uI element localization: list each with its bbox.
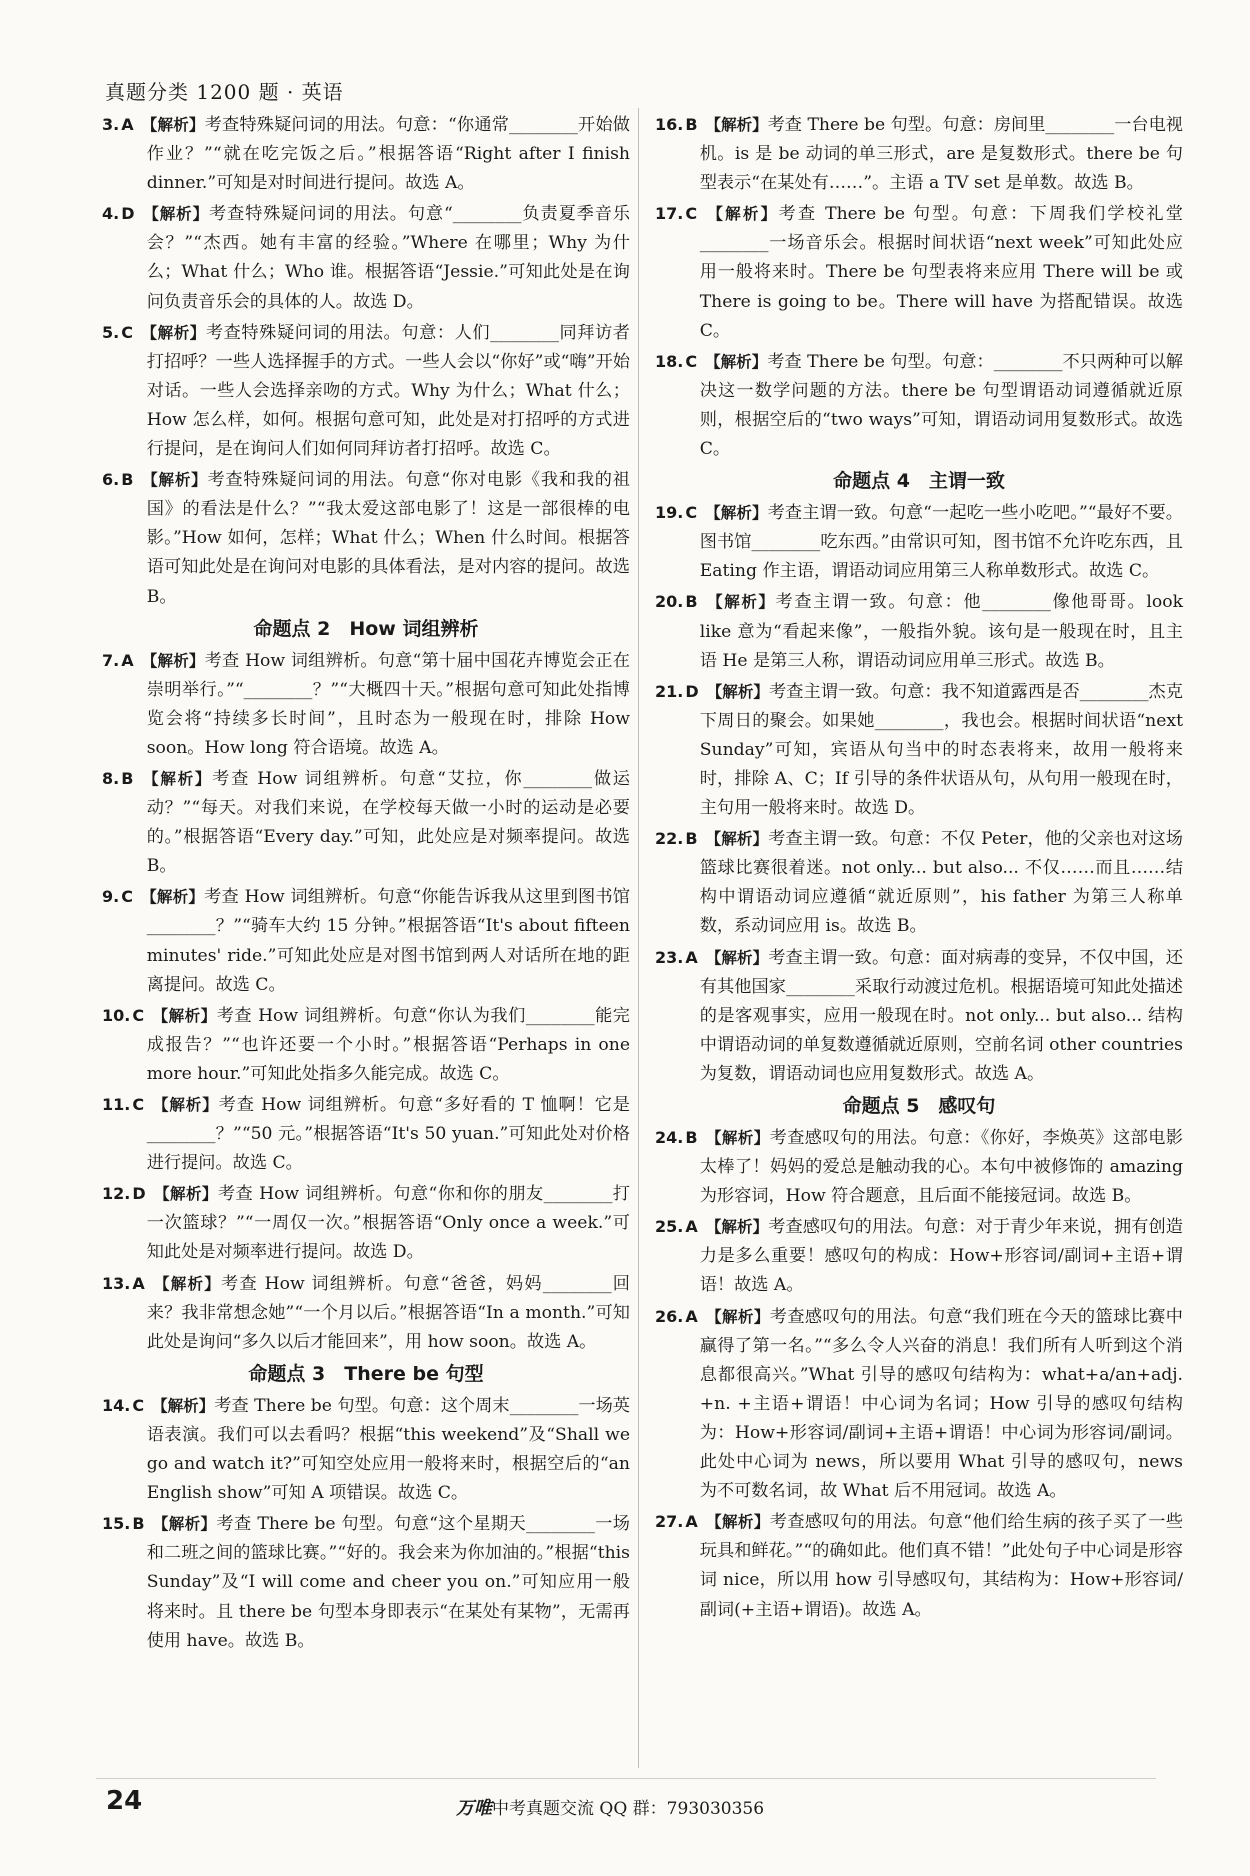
question-explanation (102, 1269, 630, 1357)
question-number: 22. (655, 829, 684, 849)
section-heading: 命题点 3 There be 句型 (248, 1362, 484, 1385)
question-explanation (655, 110, 1183, 198)
question-explanation (655, 1212, 1183, 1300)
explanation-text: 考查主谓一致。句意：面对病毒的变异，不仅中国，还有其他国家________采取行动渡过危机。根据语境可知此处描述的是客观事实，应用一般现在时。not only... but also... 结构中谓语动词的单复数遵循就近原则，空前名词 other countries 为复数，谓语动词也应用复数形式。故选 A。 (699, 947, 1183, 1084)
question-explanation (102, 1179, 630, 1267)
explanation-text: 考查 There be 句型。句意：________不只两种可以解决这一数学问题的方法。there be 句型谓语动词遵循就近原则，根据空后的“two ways”可知，谓语动词用复数形式。故选 C。 (699, 351, 1183, 460)
explanation-text: 考查 How 词组辨析。句意“你能告诉我从这里到图书馆________？”“骑车大约 15 分钟。”根据答语“It's about fifteen minutes' ride.”可知此处应是对图书馆到两人对话所在地的距离提问。故选 C。 (146, 887, 630, 995)
answer-letter: B (121, 470, 134, 490)
analysis-tag: 【解析】 (140, 323, 206, 342)
answer-letter: A (685, 1306, 698, 1326)
question-number: 5. (102, 322, 120, 342)
analysis-tag: 【解析】 (142, 205, 209, 224)
question-number: 16. (655, 115, 684, 134)
answer-letter: A (121, 650, 134, 670)
question-number: 12. (102, 1184, 131, 1204)
question-explanation (655, 1302, 1183, 1507)
analysis-tag: 【解析】 (705, 1513, 770, 1532)
explanation-text: 考查 There be 句型。句意：下周我们学校礼堂________一场音乐会。根据时间状语“next week”可知此处应用一般将来时。There be 句型表将来应用 There will be 或 There is going to be。There will have 为搭配错误。故选 C。 (699, 204, 1183, 341)
question-explanation (655, 199, 1183, 345)
explanation-text: 考查 How 词组辨析。句意“你和你的朋友________打一次篮球？”“一周仅一次。”根据答语“Only once a week.”可知此处是对频率进行提问。故选 D。 (146, 1184, 630, 1263)
explanation-text: 考查 There be 句型。句意“这个星期天________一场和二班之间的篮球比赛。”“好的。我会来为你加油的。”根据“this Sunday”及“I will come and cheer you on.”可知应用一般将来时。且 there be 句型本身即表示“在某处有某物”，无需再使用 have。故选 B。 (146, 1514, 630, 1651)
analysis-tag: 【解析】 (705, 205, 779, 224)
analysis-tag: 【解析】 (706, 682, 769, 701)
answer-letter: A (685, 947, 698, 967)
question-number: 11. (102, 1095, 131, 1114)
page-number: 24 (106, 1786, 143, 1816)
analysis-tag: 【解析】 (705, 593, 776, 612)
question-explanation (655, 587, 1183, 675)
question-number: 24. (655, 1128, 684, 1147)
explanation-text: 考查特殊疑问词的用法。句意“________负责夏季音乐会？”“杰西。她有丰富的经验。”Where 在哪里；Why 为什么；What 什么；Who 谁。根据答语“Jessie.”可知此处是在询问负责音乐会的具体的人。故选 D。 (146, 204, 630, 312)
analysis-tag: 【解析】 (152, 1274, 222, 1293)
explanation-text: 考查感叹句的用法。句意“他们给生病的孩子买了一些玩具和鲜花。”“的确如此。他们真不错！”此处句子中心词是形容词 nice，所以用 how 引导感叹句，其结构为：How+形容词/副词(+主语+谓语)。故选 A。 (699, 1512, 1183, 1620)
question-explanation (102, 110, 630, 198)
analysis-tag: 【解析】 (152, 1396, 215, 1415)
left-column (102, 110, 630, 1657)
answer-letter: A (685, 1512, 698, 1532)
question-number: 6. (102, 470, 120, 490)
analysis-tag: 【解析】 (140, 888, 205, 907)
question-number: 18. (655, 351, 684, 371)
section-heading: 命题点 2 How 词组辨析 (253, 617, 479, 640)
question-explanation (655, 1123, 1183, 1211)
analysis-tag: 【解析】 (152, 1515, 217, 1534)
answer-letter: B (685, 115, 698, 134)
column-divider (638, 108, 639, 1768)
question-explanation (102, 1090, 630, 1178)
explanation-text: 考查特殊疑问词的用法。句意：“你通常________开始做作业？”“就在吃完饭之后。”根据答语“Right after I finish dinner.”可知是对时间进行提问。故选 A。 (146, 115, 630, 194)
explanation-text: 考查 There be 句型。句意：这个周末________一场英语表演。我们可以去看吗？根据“this weekend”及“Shall we go and watch it?”可知空处应用一般将来时，根据空后的“an English show”可知 A 项错误。故选 C。 (146, 1395, 630, 1504)
analysis-tag: 【解析】 (141, 471, 208, 490)
answer-letter: B (685, 829, 698, 849)
footer-qq-text: 中考真题交流 QQ 群：793030356 (492, 1799, 765, 1819)
answer-letter: D (685, 681, 699, 701)
answer-letter: D (132, 1184, 146, 1204)
question-number: 13. (102, 1273, 131, 1293)
question-explanation (102, 882, 630, 999)
question-explanation (102, 1391, 630, 1508)
question-explanation (655, 943, 1183, 1089)
question-number: 9. (102, 887, 120, 907)
analysis-tag: 【解析】 (141, 116, 205, 134)
question-explanation (655, 677, 1183, 823)
book-header: 真题分类 1200 题 · 英语 (105, 80, 344, 104)
analysis-tag: 【解析】 (152, 1096, 219, 1114)
question-number: 14. (102, 1395, 131, 1415)
explanation-text: 考查主谓一致。句意：不仅 Peter，他的父亲也对这场篮球比赛很着迷。not only... but also... 不仅……而且……结构中谓语动词应遵循“就近原则”，his father 为第三人称单数，系动词应用 is。故选 B。 (699, 829, 1183, 937)
analysis-tag: 【解析】 (705, 1218, 769, 1237)
explanation-text: 考查 There be 句型。句意：房间里________一台电视机。is 是 be 动词的单三形式，are 是复数形式。there be 句型表示“在某处有……”。主语 a TV set 是单数。故选 B。 (699, 115, 1183, 194)
brand-logo: 万唯 (456, 1798, 492, 1819)
analysis-tag: 【解析】 (705, 830, 769, 849)
question-number: 4. (102, 204, 120, 224)
question-explanation (102, 646, 630, 763)
question-number: 25. (655, 1217, 684, 1237)
explanation-text: 考查 How 词组辨析。句意“多好看的 T 恤啊！它是________？”“50 元。”根据答语“It's 50 yuan.”可知此处对价格进行提问。故选 C。 (146, 1095, 630, 1174)
answer-letter: C (132, 1395, 145, 1415)
analysis-tag: 【解析】 (705, 1307, 770, 1326)
answer-letter: B (685, 592, 698, 612)
analysis-tag: 【解析】 (152, 1006, 217, 1025)
answer-letter: A (132, 1273, 145, 1293)
question-number: 8. (102, 768, 120, 788)
explanation-text: 考查特殊疑问词的用法。句意：人们________同拜访者打招呼？一些人选择握手的方式。一些人会以“你好”或“嗨”开始对话。一些人会选择亲吻的方式。Why 为什么；What 什么；How 怎么样，如何。根据句意可知，此处是对打招呼的方式进行提问，是在询问人们如何同拜访者打招呼。故选 C。 (146, 322, 630, 460)
question-number: 7. (102, 650, 120, 670)
answer-letter: D (121, 204, 135, 224)
explanation-text: 考查主谓一致。句意“一起吃一些小吃吧。”“最好不要。图书馆________吃东西。”由常识可知，图书馆不允许吃东西，且 Eating 作主语，谓语动词应用第三人称单数形式。故选 C。 (699, 503, 1183, 582)
answer-letter: C (685, 204, 698, 224)
answer-letter: B (121, 768, 134, 788)
answer-letter: C (685, 503, 698, 523)
explanation-text: 考查 How 词组辨析。句意“你认为我们________能完成报告？”“也许还要一个小时。”根据答语“Perhaps in one more hour.”可知此处指多久能完成。故选 C。 (146, 1005, 630, 1084)
analysis-tag: 【解析】 (705, 504, 768, 523)
footer-rule (96, 1778, 1156, 1779)
footer-note (456, 1794, 764, 1820)
question-number: 21. (655, 681, 684, 701)
analysis-tag: 【解析】 (705, 352, 768, 371)
explanation-text: 考查 How 词组辨析。句意“第十届中国花卉博览会正在崇明举行。”“________？”“大概四十天。”根据句意可知此处指博览会将“持续多长时间”，且时态为一般现在时，排除 How soon。How long 符合语境。故选 A。 (146, 650, 630, 758)
question-explanation (102, 465, 630, 611)
section-heading: 命题点 5 感叹句 (842, 1095, 996, 1117)
explanation-text: 考查感叹句的用法。句意“我们班在今天的篮球比赛中赢得了第一名。”“多么令人兴奋的消息！我们所有人听到这个消息都很高兴。”What 引导的感叹句结构为：what+a/an+adj. +n. +主语+谓语！中心词为名词；How 引导的感叹句结构为：How+形容词/副词+主语+谓语！中心词为形容词/副词。此处中心词为 news，所以要用 What 引导的感叹句，news 为不可数名词，故 What 后不用冠词。故选 A。 (699, 1306, 1183, 1502)
explanation-text: 考查主谓一致。句意：他________像他哥哥。look like 意为“看起来像”，一般指外貌。该句是一般现在时，且主语 He 是第三人称，谓语动词应用单三形式。故选 B。 (699, 592, 1183, 671)
question-number: 27. (655, 1512, 684, 1532)
explanation-text: 考查感叹句的用法。句意：《你好，李焕英》这部电影太棒了！妈妈的爱总是触动我的心。本句中被修饰的 amazing 为形容词，How 符合题意，且后面不能接冠词。故选 B。 (699, 1128, 1183, 1207)
answer-letter: B (132, 1514, 145, 1534)
right-column (655, 110, 1183, 1626)
answer-letter: C (132, 1095, 145, 1114)
analysis-tag: 【解析】 (705, 1129, 770, 1147)
explanation-text: 考查感叹句的用法。句意：对于青少年来说，拥有创造力是多么重要！感叹句的构成：How+形容词/副词+主语+谓语！故选 A。 (699, 1217, 1183, 1296)
explanation-text: 考查特殊疑问词的用法。句意“你对电影《我和我的祖国》的看法是什么？”“我太爱这部电影了！这是一部很棒的电影。”How 如何，怎样；What 什么；When 什么时间。根据答语可知此处是在询问对电影的具体看法，是对内容的提问。故选 B。 (146, 470, 630, 607)
answer-letter: C (121, 322, 133, 342)
analysis-tag: 【解析】 (705, 948, 769, 967)
question-explanation (102, 1509, 630, 1655)
question-explanation (102, 1001, 630, 1089)
question-number: 26. (655, 1306, 684, 1326)
question-explanation (655, 824, 1183, 941)
question-number: 23. (655, 947, 684, 967)
answer-letter: C (132, 1005, 145, 1025)
question-number: 15. (102, 1514, 131, 1534)
analysis-tag: 【解析】 (705, 116, 768, 134)
question-explanation (102, 318, 630, 464)
question-explanation (102, 199, 630, 316)
answer-letter: C (685, 351, 698, 371)
answer-letter: A (121, 115, 134, 134)
question-explanation (655, 347, 1183, 464)
question-explanation (655, 498, 1183, 586)
question-explanation (655, 1507, 1183, 1624)
section-heading: 命题点 4 主谓一致 (833, 470, 1005, 493)
explanation-text: 考查主谓一致。句意：我不知道露西是否________杰克下周日的聚会。如果她________，我也会。根据时间状语“next Sunday”可知，宾语从句当中的时态表将来，故用一般将来时，排除 A、C；If 引导的条件状语从句，从句用一般现在时，主句用一般将来时。故选 D。 (699, 681, 1183, 819)
question-number: 10. (102, 1005, 131, 1025)
question-number: 19. (655, 503, 684, 523)
analysis-tag: 【解析】 (153, 1185, 218, 1204)
answer-letter: A (685, 1217, 698, 1237)
question-number: 20. (655, 592, 684, 612)
explanation-text: 考查 How 词组辨析。句意“艾拉，你________做运动？”“每天。对我们来说，在学校每天做一小时的运动是必要的。”根据答语“Every day.”可知，此处应是对频率提问。故选 B。 (146, 768, 630, 877)
question-number: 17. (655, 204, 684, 224)
question-number: 3. (102, 115, 120, 134)
answer-letter: C (121, 887, 133, 907)
explanation-text: 考查 How 词组辨析。句意“爸爸，妈妈________回来？我非常想念她”“一个月以后。”根据答语“In a month.”可知此处是询问“多久以后才能回来”，用 how soon。故选 A。 (146, 1273, 630, 1352)
analysis-tag: 【解析】 (141, 651, 205, 670)
question-explanation (102, 764, 630, 881)
analysis-tag: 【解析】 (141, 769, 213, 788)
answer-letter: B (685, 1128, 698, 1147)
